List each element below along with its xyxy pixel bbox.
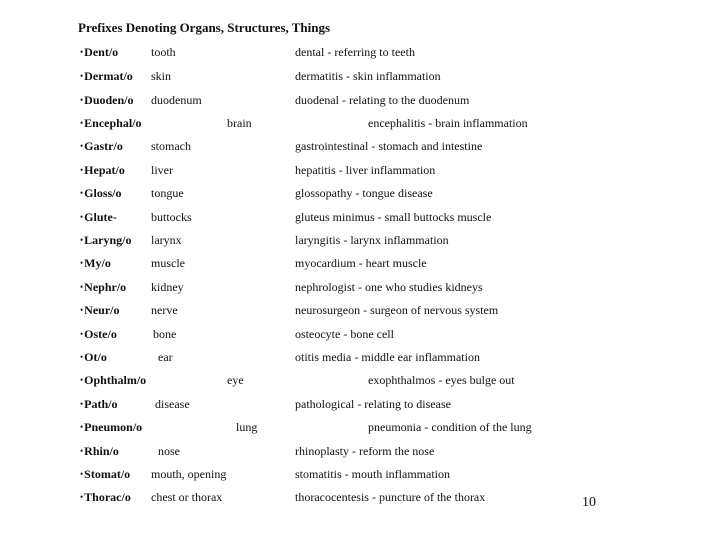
bullet-icon: • (80, 305, 84, 315)
prefix-meaning: eye (227, 373, 244, 387)
page-title: Prefixes Denoting Organs, Structures, Things (78, 20, 331, 35)
example-term: pneumonia - condition of the lung (368, 420, 532, 434)
bullet-icon: • (80, 422, 84, 432)
page-number: 10 (582, 495, 596, 510)
prefix-term (80, 163, 125, 178)
list-item (0, 163, 720, 181)
prefix-meaning: tooth (151, 45, 176, 59)
prefix-meaning: kidney (151, 280, 184, 294)
example-term: glossopathy - tongue disease (295, 186, 433, 200)
prefix-label: Ophthalm/o (84, 373, 147, 387)
list-item (0, 467, 720, 485)
prefix-meaning: skin (151, 69, 172, 83)
prefix-term (80, 467, 130, 482)
prefix-label: Dent/o (84, 45, 119, 59)
prefix-label: Encephal/o (84, 116, 142, 130)
bullet-icon: • (80, 399, 84, 409)
list-item (0, 233, 720, 251)
list-item (0, 210, 720, 228)
prefix-meaning: bone (153, 327, 177, 341)
list-item (0, 139, 720, 157)
prefix-term (80, 186, 122, 201)
bullet-icon: • (80, 235, 84, 245)
bullet-icon: • (80, 375, 84, 385)
list-item (0, 327, 720, 345)
prefix-meaning: chest or thorax (151, 490, 223, 504)
prefix-label: Nephr/o (84, 280, 127, 294)
bullet-icon: • (80, 95, 84, 105)
prefix-term (80, 444, 119, 459)
prefix-term (80, 490, 131, 505)
prefix-term (80, 256, 111, 271)
list-item (0, 490, 720, 508)
example-term: exophthalmos - eyes bulge out (368, 373, 515, 387)
bullet-icon: • (80, 212, 84, 222)
prefix-meaning: muscle (151, 256, 185, 270)
prefix-term (80, 45, 118, 60)
prefix-meaning: brain (227, 116, 252, 130)
prefix-label: Path/o (84, 397, 118, 411)
prefix-term (80, 420, 142, 435)
bullet-icon: • (80, 71, 84, 81)
prefix-label: Ot/o (84, 350, 107, 364)
example-term: otitis media - middle ear inflammation (295, 350, 480, 364)
prefix-term (80, 69, 133, 84)
example-term: osteocyte - bone cell (295, 327, 394, 341)
prefix-label: My/o (84, 256, 111, 270)
prefix-term (80, 373, 146, 388)
example-term: gastrointestinal - stomach and intestine (295, 139, 483, 153)
example-term: dental - referring to teeth (295, 45, 415, 59)
list-item (0, 397, 720, 415)
prefix-label: Rhin/o (84, 444, 119, 458)
example-term: pathological - relating to disease (295, 397, 451, 411)
prefix-term (80, 303, 119, 318)
list-item (0, 280, 720, 298)
prefix-meaning: disease (155, 397, 190, 411)
prefix-label: Laryng/o (84, 233, 132, 247)
example-term: thoracocentesis - puncture of the thorax (295, 490, 486, 504)
list-item (0, 186, 720, 204)
example-term: neurosurgeon - surgeon of nervous system (295, 303, 499, 317)
example-term: dermatitis - skin inflammation (295, 69, 441, 83)
prefix-term (80, 139, 123, 154)
prefix-label: Dermat/o (84, 69, 133, 83)
prefix-meaning: liver (151, 163, 173, 177)
bullet-icon: • (80, 446, 84, 456)
prefix-meaning: mouth, opening (151, 467, 227, 481)
example-term: stomatitis - mouth inflammation (295, 467, 450, 481)
prefix-term (80, 350, 107, 365)
bullet-icon: • (80, 469, 84, 479)
example-term: hepatitis - liver inflammation (295, 163, 436, 177)
list-item (0, 373, 720, 391)
prefix-meaning: buttocks (151, 210, 192, 224)
bullet-icon: • (80, 165, 84, 175)
prefix-label: Pneumon/o (84, 420, 143, 434)
example-term: duodenal - relating to the duodenum (295, 93, 470, 107)
bullet-icon: • (80, 47, 84, 57)
prefix-label: Gastr/o (84, 139, 123, 153)
prefix-meaning: tongue (151, 186, 184, 200)
example-term: myocardium - heart muscle (295, 256, 427, 270)
list-item (0, 69, 720, 87)
list-item (0, 350, 720, 368)
prefix-label: Glute- (84, 210, 117, 224)
bullet-icon: • (80, 352, 84, 362)
bullet-icon: • (80, 118, 84, 128)
prefix-term (80, 280, 126, 295)
prefix-label: Neur/o (84, 303, 120, 317)
prefix-meaning: nose (158, 444, 180, 458)
example-term: gluteus minimus - small buttocks muscle (295, 210, 492, 224)
prefix-meaning: ear (158, 350, 173, 364)
bullet-icon: • (80, 258, 84, 268)
example-term: nephrologist - one who studies kidneys (295, 280, 483, 294)
prefix-meaning: larynx (151, 233, 182, 247)
prefix-label: Hepat/o (84, 163, 125, 177)
prefix-label: Oste/o (84, 327, 117, 341)
list-item (0, 444, 720, 462)
prefix-term (80, 397, 118, 412)
example-term: rhinoplasty - reform the nose (295, 444, 435, 458)
bullet-icon: • (80, 141, 84, 151)
prefix-label: Thorac/o (84, 490, 131, 504)
prefix-term (80, 327, 117, 342)
list-item (0, 93, 720, 111)
bullet-icon: • (80, 282, 84, 292)
prefix-term (80, 210, 117, 225)
example-term: encephalitis - brain inflammation (368, 116, 528, 130)
prefix-label: Stomat/o (84, 467, 131, 481)
prefix-term (80, 116, 142, 131)
list-item (0, 303, 720, 321)
prefix-label: Duoden/o (84, 93, 134, 107)
prefix-label: Gloss/o (84, 186, 122, 200)
bullet-icon: • (80, 329, 84, 339)
prefix-term (80, 93, 134, 108)
prefix-meaning: stomach (151, 139, 191, 153)
prefix-term (80, 233, 132, 248)
list-item (0, 256, 720, 274)
example-term: laryngitis - larynx inflammation (295, 233, 449, 247)
bullet-icon: • (80, 492, 84, 502)
list-item (0, 116, 720, 134)
prefix-meaning: nerve (151, 303, 178, 317)
prefix-meaning: lung (236, 420, 258, 434)
bullet-icon: • (80, 188, 84, 198)
prefix-meaning: duodenum (151, 93, 202, 107)
list-item (0, 420, 720, 438)
list-item (0, 45, 720, 63)
